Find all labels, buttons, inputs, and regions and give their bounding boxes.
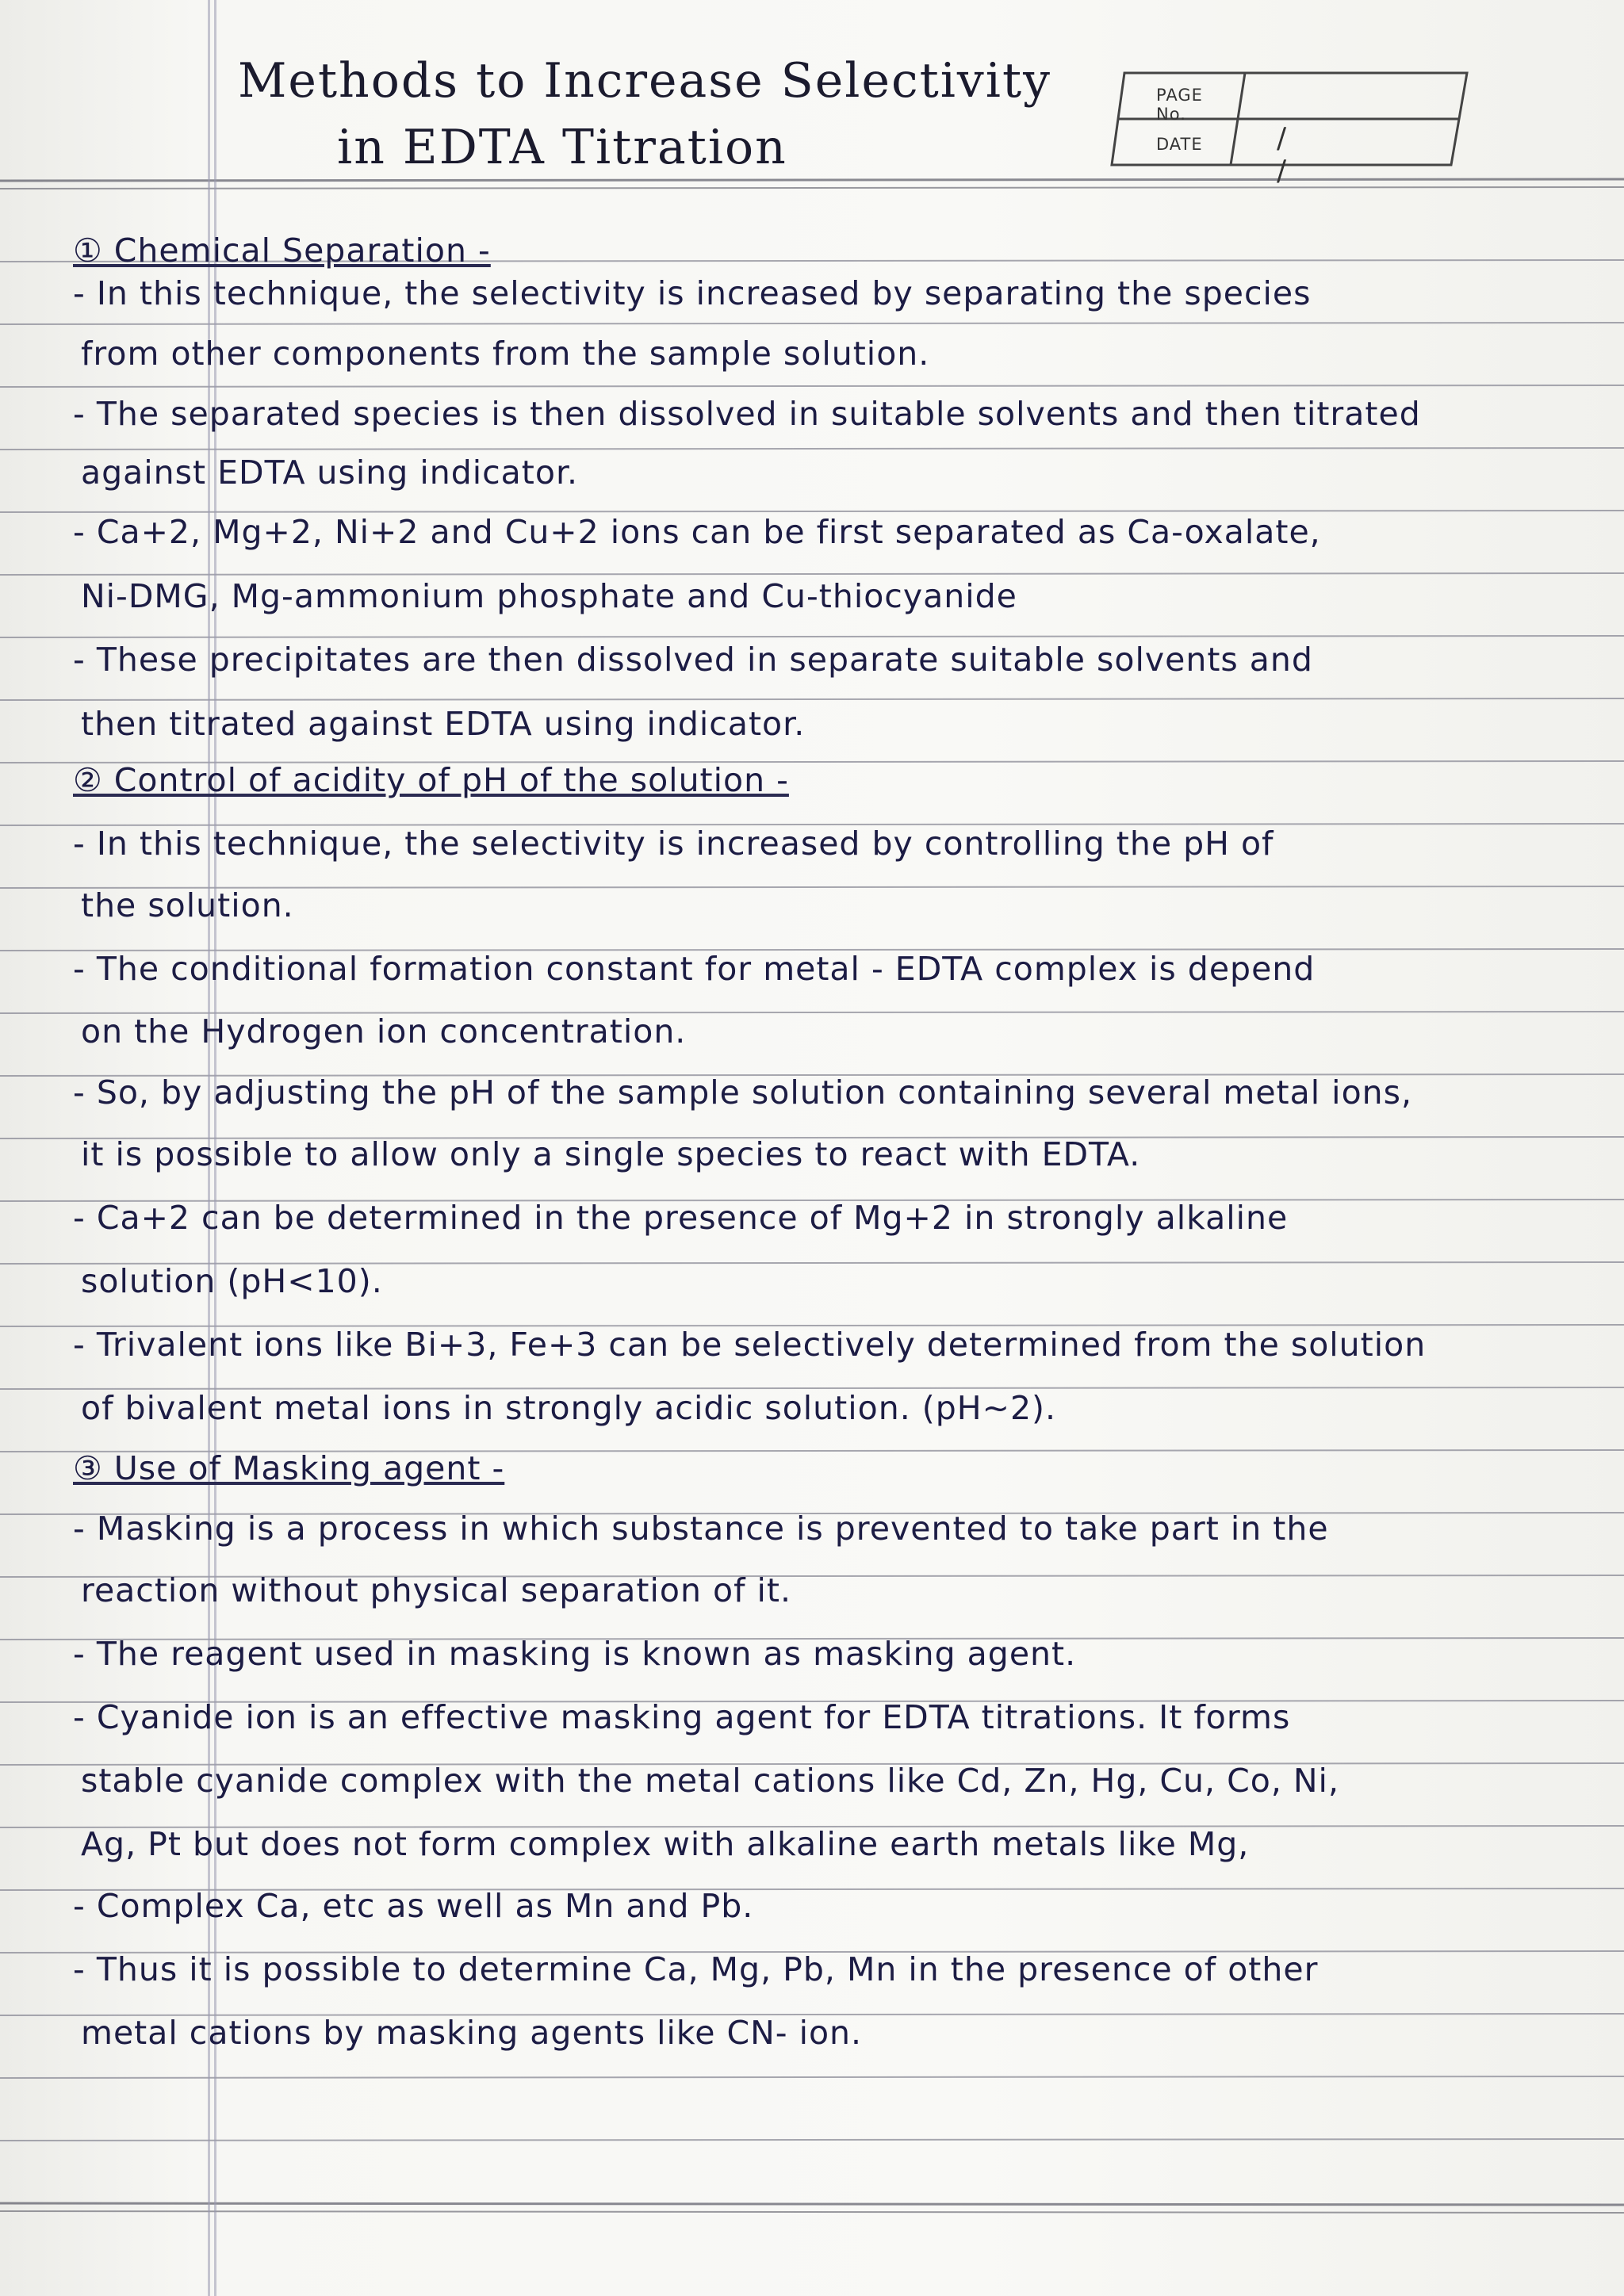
- note-line: reaction without physical separation of it.: [81, 1571, 792, 1609]
- note-line: - Masking is a process in which substance is prevented to take part in the: [73, 1510, 1329, 1548]
- note-line: on the Hydrogen ion concentration.: [81, 1012, 687, 1050]
- note-line: it is possible to allow only a single species to react with EDTA.: [81, 1135, 1141, 1173]
- date-value: / /: [1277, 122, 1287, 187]
- note-line: then titrated against EDTA using indicator.: [81, 705, 806, 743]
- note-line: - In this technique, the selectivity is increased by separating the species: [73, 274, 1312, 312]
- note-line: metal cations by masking agents like CN- ion.: [81, 2014, 863, 2052]
- note-line: Ni-DMG, Mg-ammonium phosphate and Cu-thiocyanide: [81, 577, 1017, 615]
- section-heading: ③ Use of Masking agent -: [73, 1449, 505, 1487]
- date-label: DATE: [1156, 135, 1203, 154]
- note-line: from other components from the sample solution.: [81, 335, 930, 373]
- note-line: Ag, Pt but does not form complex with alkaline earth metals like Mg,: [81, 1825, 1250, 1863]
- note-line: - These precipitates are then dissolved in separate suitable solvents and: [73, 641, 1313, 679]
- title-line-1: Methods to Increase Selectivity: [238, 53, 1051, 109]
- note-line: - Ca+2 can be determined in the presence of Mg+2 in strongly alkaline: [73, 1199, 1289, 1237]
- note-line: - The separated species is then dissolved in suitable solvents and then titrated: [73, 395, 1421, 433]
- note-line: - Cyanide ion is an effective masking agent for EDTA titrations. It forms: [73, 1698, 1291, 1736]
- note-line: - Thus it is possible to determine Ca, Mg, Pb, Mn in the presence of other: [73, 1950, 1319, 1988]
- note-line: - So, by adjusting the pH of the sample solution containing several metal ions,: [73, 1073, 1413, 1112]
- note-line: - Complex Ca, etc as well as Mn and Pb.: [73, 1887, 754, 1925]
- note-line: stable cyanide complex with the metal cations like Cd, Zn, Hg, Cu, Co, Ni,: [81, 1762, 1339, 1800]
- page-number-label: PAGE No.: [1156, 86, 1203, 124]
- section-heading: ① Chemical Separation -: [73, 232, 491, 270]
- note-line: of bivalent metal ions in strongly acidic solution. (pH~2).: [81, 1389, 1057, 1427]
- note-line: against EDTA using indicator.: [81, 453, 579, 492]
- page-title: [238, 48, 1110, 181]
- note-line: - In this technique, the selectivity is increased by controlling the pH of: [73, 825, 1274, 863]
- note-line: - Ca+2, Mg+2, Ni+2 and Cu+2 ions can be first separated as Ca-oxalate,: [73, 513, 1321, 551]
- note-line: - The conditional formation constant for metal - EDTA complex is depend: [73, 950, 1316, 988]
- note-line: the solution.: [81, 886, 294, 924]
- section-heading: ② Control of acidity of pH of the solution -: [73, 761, 789, 799]
- note-line: - The reagent used in masking is known as masking agent.: [73, 1635, 1077, 1673]
- note-line: - Trivalent ions like Bi+3, Fe+3 can be selectively determined from the solution: [73, 1326, 1427, 1364]
- note-line: solution (pH<10).: [81, 1262, 383, 1300]
- title-line-2: in EDTA Titration: [337, 120, 787, 175]
